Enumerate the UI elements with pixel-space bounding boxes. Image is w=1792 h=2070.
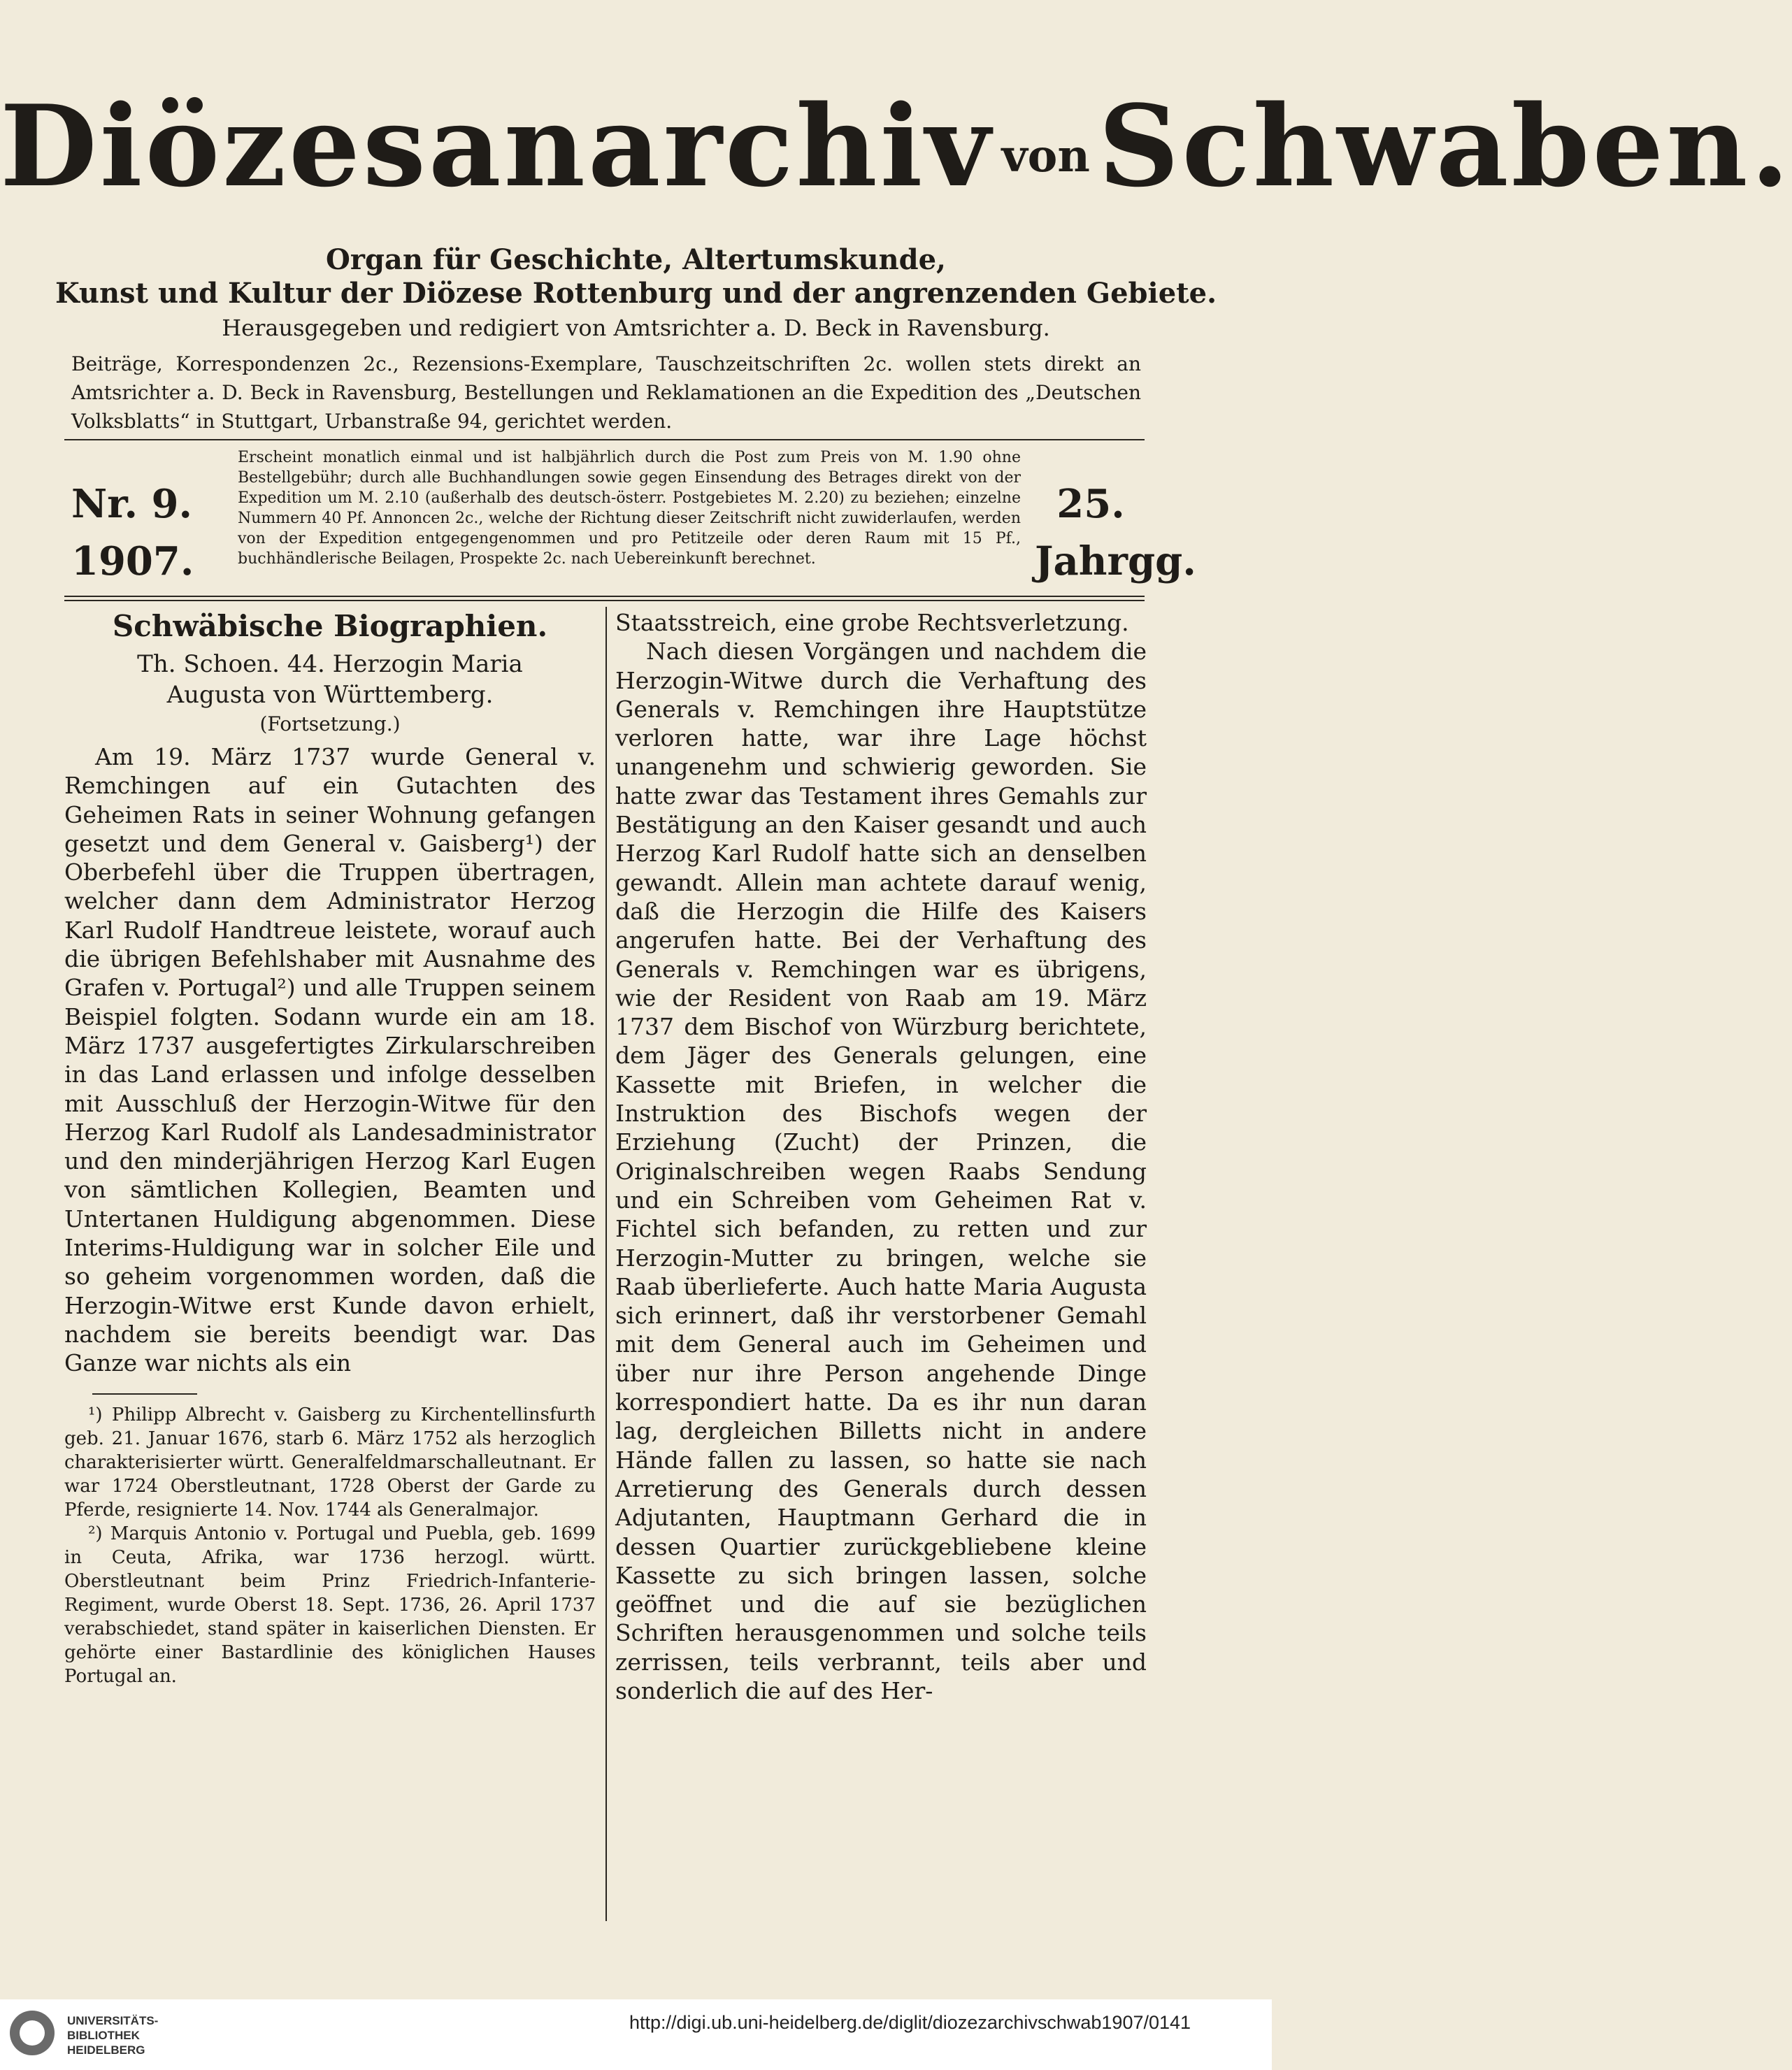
journal-title-von: von	[1001, 130, 1090, 182]
volume-number: 25.	[1056, 481, 1125, 527]
subscription-note: Erscheint monatlich einmal und ist halbjährlich durch die Post zum Preis von M. 1.90 ohne Bestellgebühr; durch alle Buchhandlungen sowie gegen Einsendung des Betrages direkt von der Expedition um M. 2.10 (außerhalb des deutsch-österr. Postgebietes M. 2.20) zu beziehen; einzelne Nummern 40 Pf. Annoncen 2c., welche der Richtung dieser Zeitschrift nicht zuwiderlaufen, werden von der Expedition entgegengenommen und pro Petitzeile oder deren Raum mit 15 Pf., buchhändlerische Beilagen, Prospekte 2c. nach Uebereinkunft berechnet.	[238, 449, 1021, 568]
continuation-note: (Fortsetzung.)	[259, 712, 401, 735]
volume-block	[1035, 475, 1196, 590]
left-column	[64, 608, 596, 1688]
footnote-2: ²) Marquis Antonio v. Portugal und Puebla, geb. 1699 in Ceuta, Afrika, war 1736 herzogl. württ. Oberstleutnant beim Prinz Friedrich-Infanterie-Regiment, wurde Oberst 18. Sept. 1736, 26. April 1737 verabschiedet, stand später in kaiserlichen Diensten. Er gehörte einer Bastardlinie des königlichen Hauses Portugal an.	[64, 1523, 596, 1687]
issue-number: Nr. 9.	[71, 481, 193, 527]
viewer-footer	[0, 1999, 1272, 2070]
journal-title	[0, 80, 1792, 212]
article-author-line1: Th. Schoen. 44. Herzogin Maria	[137, 650, 523, 678]
university-seal-icon	[10, 2011, 55, 2055]
footnote-rule	[92, 1393, 197, 1395]
source-url[interactable]: http://digi.ub.uni-heidelberg.de/diglit/diozezarchivschwab1907/0141	[629, 2012, 1191, 2033]
article-author-line2: Augusta von Württemberg.	[166, 681, 494, 709]
library-line3: HEIDELBERG	[67, 2043, 145, 2057]
masthead	[0, 42, 1792, 212]
subtitle-line1: Organ für Geschichte, Altertumskunde,	[326, 243, 946, 276]
subtitle-line2: Kunst und Kultur der Diözese Rottenburg und der angrenzenden Gebiete.	[55, 277, 1217, 310]
article-heading: Schwäbische Biographien.	[112, 609, 548, 643]
library-line1: UNIVERSITÄTS-	[67, 2014, 159, 2027]
library-logo[interactable]	[67, 2013, 158, 2057]
library-line2: BIBLIOTHEK	[67, 2029, 140, 2042]
issue-year: 1907.	[71, 538, 194, 584]
header-rule-bottom	[64, 596, 1145, 597]
journal-title-part1: Diözesanarchiv	[0, 80, 994, 212]
column-divider	[605, 607, 607, 1921]
publisher-line: Herausgegeben und redigiert von Amtsrichter a. D. Beck in Ravensburg.	[222, 315, 1050, 341]
left-paragraph: Am 19. März 1737 wurde General v. Remchingen auf ein Gutachten des Geheimen Rats in seiner Wohnung gefangen gesetzt und dem General v. Gaisberg¹) der Oberbefehl über die Truppen übertragen, welcher dann dem Administrator Herzog Karl Rudolf Handtreue leistete, worauf auch die übrigen Befehlshaber mit Ausnahme des Grafen v. Portugal²) und alle Truppen seinem Beispiel folgten. Sodann wurde ein am 18. März 1737 ausgefertigtes Zirkularschreiben in das Land erlassen und infolge desselben mit Ausschluß der Herzogin-Witwe für den Herzog Karl Rudolf als Landesadministrator und den minderjährigen Herzog Karl Eugen von sämtlichen Kollegien, Beamten und Untertanen Huldigung abgenommen. Diese Interims-Huldigung war in solcher Eile und so geheim vorgenommen worden, daß die Herzogin-Witwe erst Kunde davon erhielt, nachdem sie bereits beendigt war. Das Ganze war nichts als ein	[64, 743, 596, 1377]
journal-title-part2: Schwaben.	[1098, 80, 1792, 212]
right-paragraph-2: Nach diesen Vorgängen und nachdem die Herzogin-Witwe durch die Verhaftung des Generals v. Remchingen ihre Hauptstütze verloren hatte, war ihre Lage höchst unangenehm und schwierig geworden. Sie hatte zwar das Testament ihres Gemahls zur Bestätigung an den Kaiser gesandt und auch Herzog Karl Rudolf hatte sich an denselben gewandt. Allein man achtete darauf wenig, daß die Herzogin die Hilfe des Kaisers angerufen hatte. Bei der Verhaftung des Generals v. Remchingen war es übrigens, wie der Resident von Raab am 19. März 1737 dem Bischof von Würzburg berichtete, dem Jäger des Generals gelungen, eine Kassette mit Briefen, in welcher die Instruktion des Bischofs wegen der Erziehung (Zucht) der Prinzen, die Originalschreiben wegen Raabs Sendung und ein Schreiben vom Geheimen Rat v. Fichtel sich befanden, zu retten und zur Herzogin-Mutter zu bringen, welche sie Raab überlieferte. Auch hatte Maria Augusta sich erinnert, daß ihr verstorbener Gemahl mit dem General auch im Geheimen und über nur ihre Person angehende Dinge korrespondiert hatte. Da es ihr nun daran lag, dergleichen Billetts nicht in andere Hände fallen zu lassen, so hatte sie nach Arretierung des Generals durch dessen Adjutanten, Hauptmann Gerhard die in dessen Quartier zurückgebliebene kleine Kassette zu sich bringen lassen, solche geöffnet und die auf sie bezüglichen Schriften herausgenommen und solche teils zerrissen, teils verbrannt, teils aber und sonderlich die auf des Her-	[615, 638, 1147, 1704]
header-rule-top	[64, 439, 1145, 440]
footnote-1: ¹) Philipp Albrecht v. Gaisberg zu Kirchentellinsfurth geb. 21. Januar 1676, starb 6. März 1752 als herzoglich charakterisierter württ. Generalfeldmarschalleutnant. Er war 1724 Oberstleutnant, 1728 Oberst der Garde zu Pferde, resignierte 14. Nov. 1744 als Generalmajor.	[64, 1404, 596, 1521]
header-rule-bottom-double	[64, 600, 1145, 601]
right-paragraph-1: Staatsstreich, eine grobe Rechtsverletzung.	[615, 609, 1129, 636]
volume-label: Jahrgg.	[1035, 538, 1196, 584]
editorial-notice: Beiträge, Korrespondenzen 2c., Rezensions-Exemplare, Tauschzeitschriften 2c. wollen stets direkt an Amtsrichter a. D. Beck in Ravensburg, Bestellungen und Reklamationen an die Expedition des „Deutschen Volksblatts“ in Stuttgart, Urbanstraße 94, gerichtet werden.	[71, 352, 1141, 433]
right-column	[615, 608, 1147, 1705]
issue-number-block	[71, 475, 194, 590]
